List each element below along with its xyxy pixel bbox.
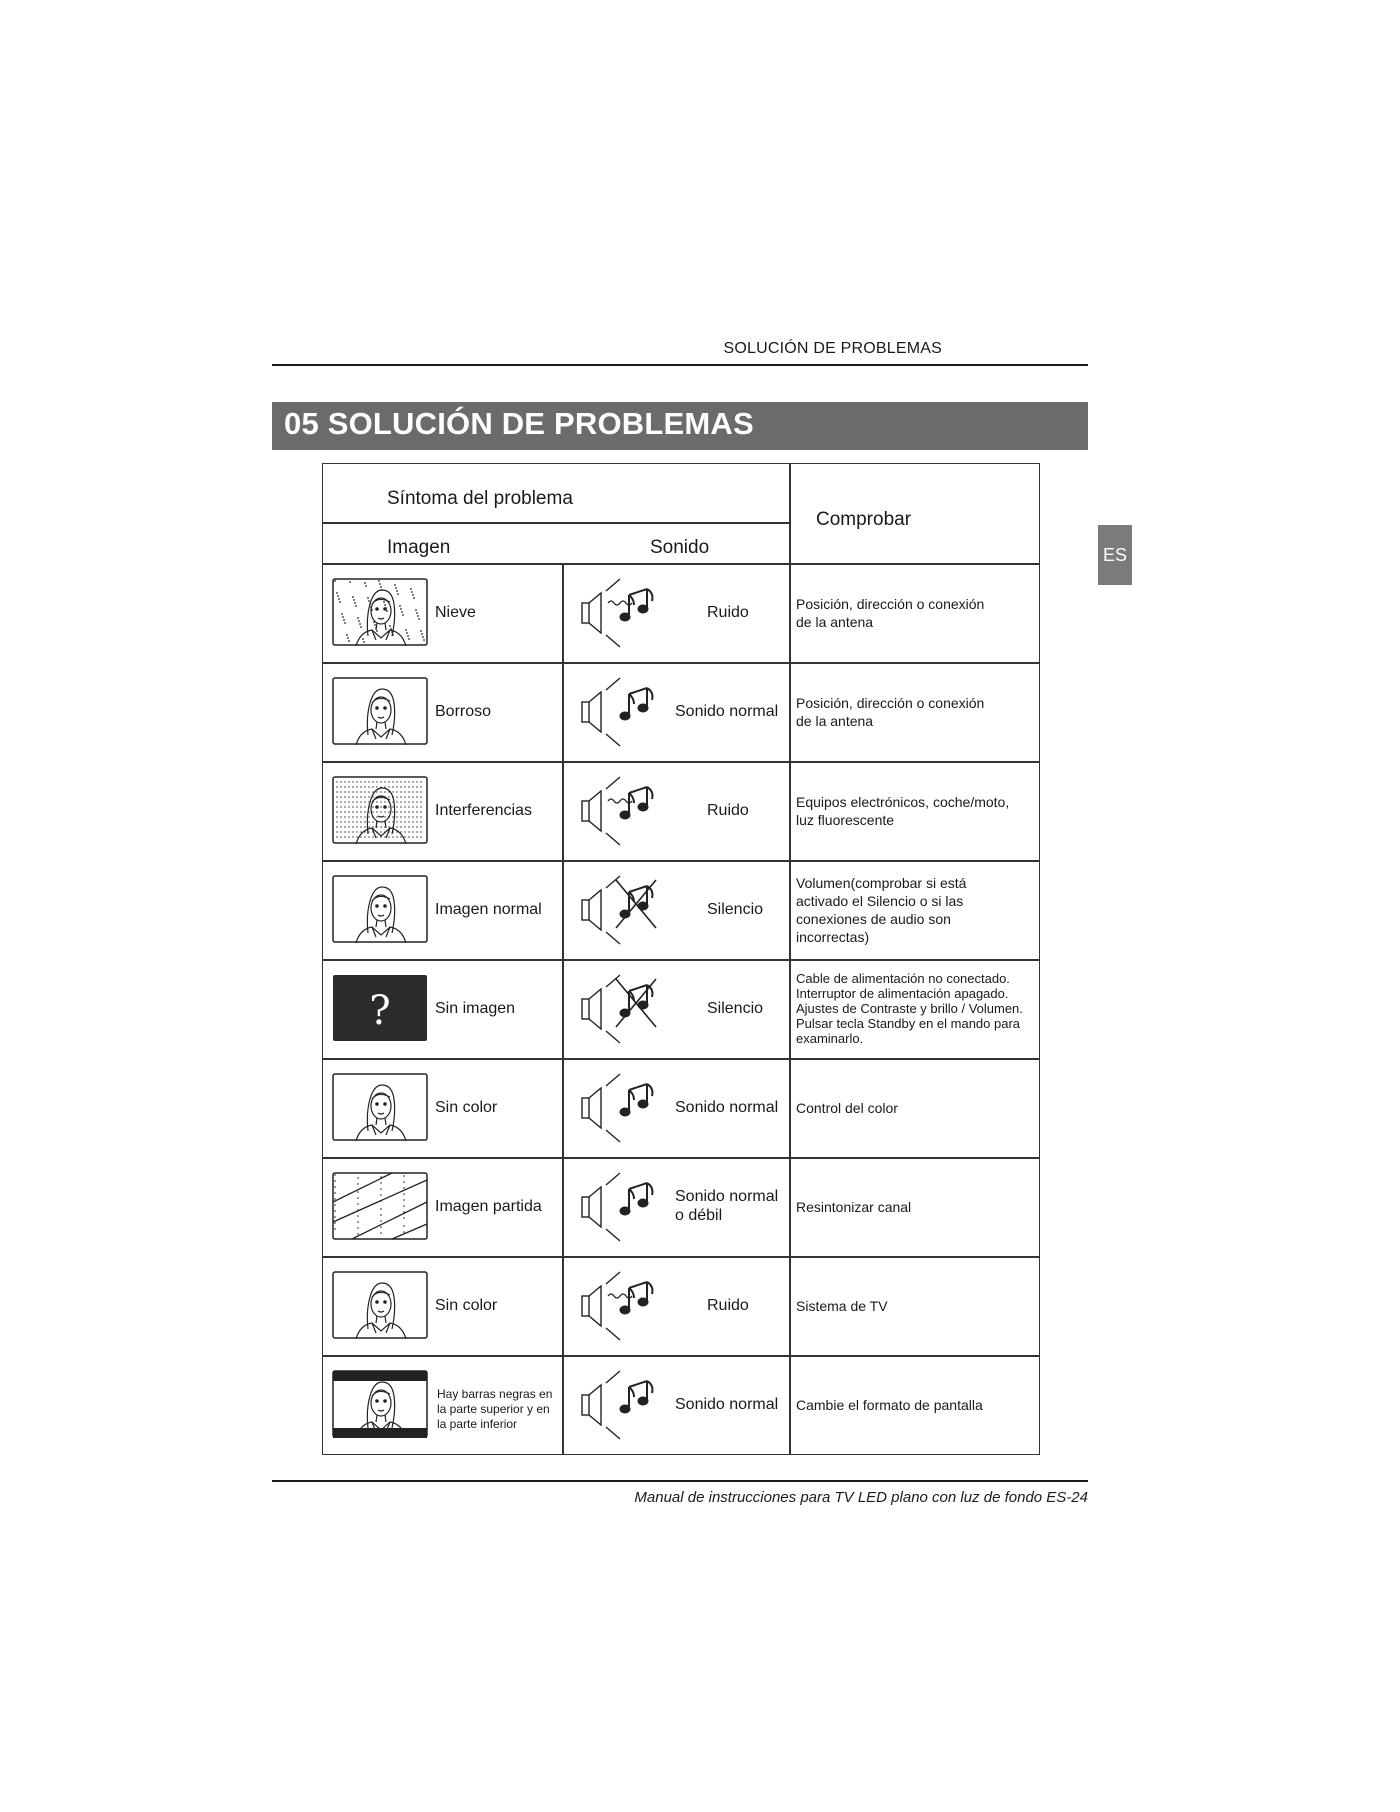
row-divider — [323, 662, 1039, 664]
row-divider — [323, 959, 1039, 961]
sound-header: Sonido — [650, 537, 710, 558]
tv-split-picture-icon — [332, 1172, 428, 1240]
sound-symptom-label: Sonido normal o débil — [675, 1188, 779, 1224]
image-symptom-label: Imagen normal — [435, 901, 542, 918]
svg-text:?: ? — [369, 988, 391, 1034]
image-symptom-label: Interferencias — [435, 802, 532, 819]
section-title: 05 SOLUCIÓN DE PROBLEMAS — [284, 406, 754, 441]
running-header: SOLUCIÓN DE PROBLEMAS — [723, 340, 942, 357]
image-symptom-label: Sin color — [435, 1297, 498, 1314]
image-header: Imagen — [387, 537, 451, 558]
sound-symptom-label: Silencio — [707, 901, 764, 918]
speaker-noise-icon — [568, 771, 664, 851]
col-divider-sound — [562, 563, 564, 1454]
sound-symptom-label: Silencio — [707, 1000, 764, 1017]
row-divider — [323, 1157, 1039, 1159]
speaker-mute-icon — [568, 969, 664, 1049]
tv-no-picture-icon — [332, 974, 428, 1042]
tv-snow-icon — [332, 578, 428, 646]
row-divider — [323, 860, 1039, 862]
check-remedy-text: Cable de alimentación no conectado. Interruptor de alimentación apagado. Ajustes de Contraste y brillo / Volumen. Pulsar tecla Standby en el mando para examinarlo. — [796, 971, 1023, 1046]
sound-symptom-label: Sonido normal — [675, 1396, 779, 1413]
check-remedy-text: Equipos electrónicos, coche/moto, luz fluorescente — [796, 794, 1010, 828]
check-remedy-text: Sistema de TV — [796, 1298, 888, 1314]
speaker-normal-icon — [568, 672, 664, 752]
speaker-mute-icon — [568, 870, 664, 950]
language-tab: ES — [1098, 525, 1132, 585]
row-divider — [323, 563, 1039, 565]
footer-text: Manual de instrucciones para TV LED plano con luz de fondo ES-24 — [634, 1489, 1088, 1506]
speaker-noise-icon — [568, 573, 664, 653]
image-symptom-label: Imagen partida — [435, 1198, 542, 1215]
speaker-normal-icon — [568, 1167, 664, 1247]
check-header: Comprobar — [816, 509, 912, 530]
row-divider — [323, 1058, 1039, 1060]
row-divider — [323, 1256, 1039, 1258]
check-remedy-text: Volumen(comprobar si está activado el Silencio o si las conexiones de audio son incorrectas) — [796, 875, 967, 945]
image-symptom-label: Nieve — [435, 604, 476, 621]
troubleshooting-table — [322, 463, 1040, 1455]
row-divider — [323, 1355, 1039, 1357]
footer-rule — [272, 1480, 1088, 1482]
tv-normal-face-icon — [332, 875, 428, 943]
check-remedy-text: Resintonizar canal — [796, 1199, 912, 1215]
image-symptom-label: Borroso — [435, 703, 492, 720]
image-symptom-label: Hay barras negras en la parte superior y en la parte inferior — [437, 1387, 553, 1431]
tv-normal-face-icon — [332, 677, 428, 745]
check-remedy-text: Control del color — [796, 1100, 898, 1116]
sound-symptom-label: Ruido — [707, 1297, 749, 1314]
check-remedy-text: Posición, dirección o conexión de la antena — [796, 596, 985, 630]
section-title-bar — [272, 402, 1088, 450]
tv-normal-face-icon — [332, 1073, 428, 1141]
sound-symptom-label: Ruido — [707, 802, 749, 819]
speaker-normal-icon — [568, 1068, 664, 1148]
sound-symptom-label: Sonido normal — [675, 1099, 779, 1116]
row-divider — [323, 761, 1039, 763]
tv-letterbox-icon — [332, 1370, 428, 1438]
sound-symptom-label: Ruido — [707, 604, 749, 621]
sound-symptom-label: Sonido normal — [675, 703, 779, 720]
check-remedy-text: Posición, dirección o conexión de la antena — [796, 695, 985, 729]
speaker-noise-icon — [568, 1266, 664, 1346]
tv-normal-face-icon — [332, 1271, 428, 1339]
image-symptom-label: Sin imagen — [435, 1000, 516, 1017]
header-rule — [272, 364, 1088, 366]
tv-interference-icon — [332, 776, 428, 844]
image-symptom-label: Sin color — [435, 1099, 498, 1116]
header-divider — [323, 522, 789, 524]
check-remedy-text: Cambie el formato de pantalla — [796, 1397, 983, 1413]
speaker-normal-icon — [568, 1365, 664, 1445]
symptom-header: Síntoma del problema — [387, 488, 573, 509]
